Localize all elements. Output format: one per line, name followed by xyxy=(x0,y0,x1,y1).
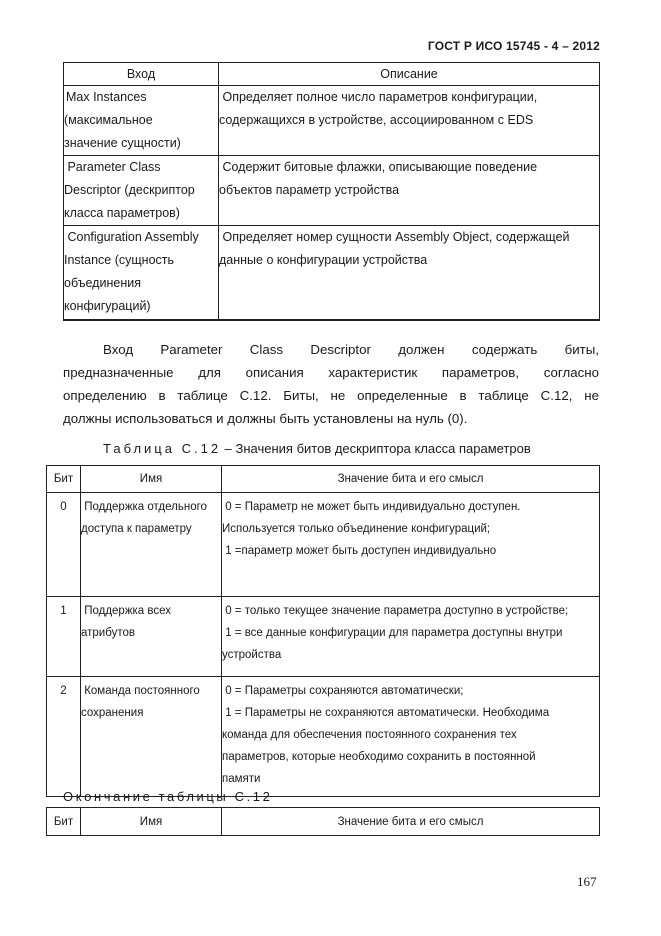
description-cell xyxy=(219,86,600,156)
paragraph-line: должны использоваться и должны быть установлены на нуль (0). xyxy=(63,411,468,426)
input-cell xyxy=(64,156,219,226)
value-line: 1 = все данные конфигурации для параметра доступны внутри xyxy=(222,627,563,639)
name-line: Поддержка отдельного xyxy=(81,501,207,513)
value-line: команда для обеспечения постоянного сохранения тех xyxy=(222,729,517,741)
table-row xyxy=(64,226,600,321)
name-line: Команда постоянного xyxy=(81,685,200,697)
column-header-name: Имя xyxy=(81,466,222,493)
table-row xyxy=(47,597,600,677)
name-cell xyxy=(81,493,222,597)
table-row xyxy=(64,86,600,156)
bit-values-table xyxy=(46,465,600,797)
table-row xyxy=(64,156,600,226)
continuation-caption: Окончание таблицы С.12 xyxy=(63,789,273,804)
table-caption xyxy=(103,441,531,456)
description-cell xyxy=(219,156,600,226)
column-header-bit: Бит xyxy=(47,466,81,493)
input-line: класса параметров) xyxy=(64,206,180,220)
input-line: конфигураций) xyxy=(64,299,151,313)
name-line: Поддержка всех xyxy=(81,605,172,617)
input-line: (максимальное xyxy=(64,113,153,127)
value-line: памяти xyxy=(222,773,261,785)
input-line: значение сущности) xyxy=(64,136,181,150)
input-line: Max Instances xyxy=(66,90,147,104)
value-line: параметров, которые необходимо сохранить в постоянной xyxy=(222,751,536,763)
description-line: Определяет номер сущности Assembly Object, содержащей xyxy=(219,230,570,244)
body-paragraph xyxy=(63,338,599,430)
input-line: объединения xyxy=(64,276,141,290)
name-cell xyxy=(81,677,222,797)
input-cell xyxy=(64,226,219,321)
input-line: Descriptor (дескриптор xyxy=(64,183,195,197)
paragraph-line: предназначенные для описания характеристик параметров, согласно xyxy=(63,365,599,380)
column-header-bit: Бит xyxy=(47,808,81,836)
description-line: содержащихся в устройстве, ассоциированном с EDS xyxy=(219,113,534,127)
bit-values-table-continuation xyxy=(46,807,600,836)
name-line: атрибутов xyxy=(81,627,135,639)
description-line: данные о конфигурации устройства xyxy=(219,253,428,267)
description-line: Определяет полное число параметров конфигурации, xyxy=(219,90,538,104)
description-line: Содержит битовые флажки, описывающие поведение xyxy=(219,160,538,174)
value-line: устройства xyxy=(222,649,282,661)
column-header-description: Описание xyxy=(219,63,600,86)
value-cell xyxy=(222,677,600,797)
input-description-table xyxy=(63,62,600,321)
table-row xyxy=(47,493,600,597)
description-cell xyxy=(219,226,600,321)
value-line: 1 =параметр может быть доступен индивидуально xyxy=(222,545,497,557)
input-cell xyxy=(64,86,219,156)
column-header-name: Имя xyxy=(81,808,222,836)
value-line: 0 = Параметр не может быть индивидуально доступен. xyxy=(222,501,521,513)
value-cell xyxy=(222,493,600,597)
input-line: Parameter Class xyxy=(64,160,161,174)
name-cell xyxy=(81,597,222,677)
paragraph-line: определению в таблице С.12. Биты, не определенные в таблице С.12, не xyxy=(63,388,599,403)
value-line: Используется только объединение конфигураций; xyxy=(222,523,491,535)
table-header-row xyxy=(47,808,600,836)
bit-cell: 2 xyxy=(47,677,81,797)
page-number: 167 xyxy=(577,874,597,889)
value-line: 1 = Параметры не сохраняются автоматически. Необходима xyxy=(222,707,550,719)
table-header-row xyxy=(64,63,600,86)
document-header: ГОСТ Р ИСО 15745 - 4 – 2012 xyxy=(427,39,600,53)
value-line: 0 = только текущее значение параметра доступно в устройстве; xyxy=(222,605,569,617)
description-line: объектов параметр устройства xyxy=(219,183,400,197)
table-caption-label: Таблица С.12 xyxy=(103,441,222,456)
table-header-row xyxy=(47,466,600,493)
column-header-value: Значение бита и его смысл xyxy=(222,808,600,836)
input-line: Instance (сущность xyxy=(64,253,175,267)
column-header-input: Вход xyxy=(64,63,219,86)
name-line: сохранения xyxy=(81,707,144,719)
value-line: 0 = Параметры сохраняются автоматически; xyxy=(222,685,464,697)
name-line: доступа к параметру xyxy=(81,523,192,535)
input-line: Configuration Assembly xyxy=(64,230,199,244)
value-cell xyxy=(222,597,600,677)
table-caption-text: – Значения битов дескриптора класса параметров xyxy=(221,441,531,456)
bit-cell: 0 xyxy=(47,493,81,597)
paragraph-line: Вход Parameter Class Descriptor должен содержать биты, xyxy=(103,342,599,357)
bit-cell: 1 xyxy=(47,597,81,677)
column-header-value: Значение бита и его смысл xyxy=(222,466,600,493)
table-row xyxy=(47,677,600,797)
